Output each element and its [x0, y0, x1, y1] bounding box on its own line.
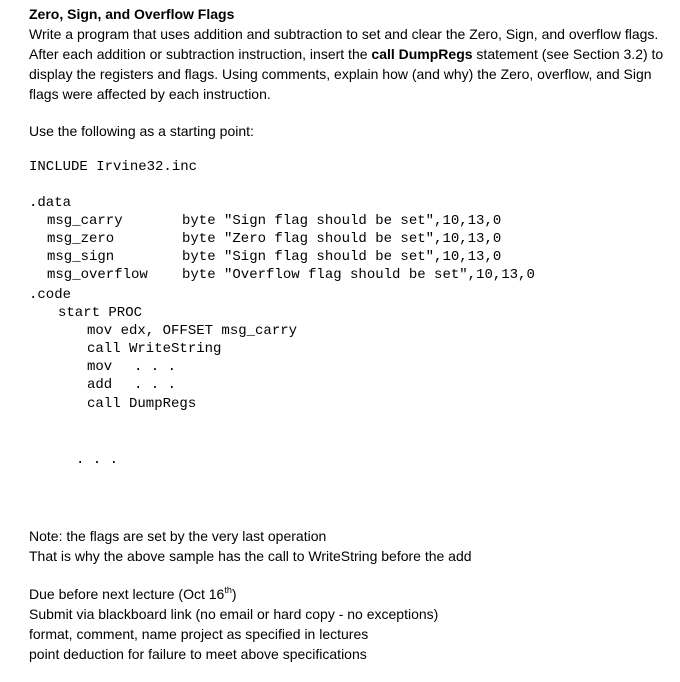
code-data-decl-msg-overflow: byte "Overflow flag should be set",10,13,0 [182, 267, 535, 283]
code-add-ellipsis: . . . [134, 377, 177, 393]
code-data-decl-msg-carry: byte "Sign flag should be set",10,13,0 [182, 213, 502, 229]
code-data-name-msg-carry: msg_carry [47, 213, 123, 229]
code-data-decl-msg-zero: byte "Zero flag should be set",10,13,0 [182, 231, 502, 247]
code-data-name-msg-sign: msg_sign [47, 249, 115, 265]
note-line-1: Note: the flags are set by the very last operation [29, 528, 327, 544]
code-data-name-msg-zero: msg_zero [47, 231, 115, 247]
code-data-decl-msg-sign: byte "Sign flag should be set",10,13,0 [182, 249, 502, 265]
code-add-line: add [87, 377, 113, 393]
description-bold-call-dumpregs: call DumpRegs [371, 46, 473, 62]
note-line-2: That is why the above sample has the call to WriteString before the add [29, 548, 472, 564]
code-proc-line: start PROC [58, 305, 143, 321]
description-text-1: Write a program that uses addition and subtraction to set and clear the Zero, Sign, and overflow flags. After each addition or subtraction instruction, insert the [29, 26, 659, 62]
code-code-directive: .code [29, 287, 72, 303]
code-trailing-ellipsis: . . . [76, 452, 119, 468]
due-date-superscript: th [224, 585, 232, 595]
assignment-description [29, 24, 669, 104]
due-date-suffix: ) [231, 586, 237, 602]
code-mov-edx-line: mov edx, OFFSET msg_carry [87, 323, 298, 339]
submission-instructions: Submit via blackboard link (no email or hard copy - no exceptions) [29, 606, 439, 622]
description-text-2: statement (see Section 3.2) to display the registers and flags. Using comments, explain how (and why) the Zero, overflow, and Sign flags were affected by each instruction. [29, 46, 664, 102]
code-mov-ellipsis: . . . [134, 359, 177, 375]
code-data-directive: .data [29, 195, 72, 211]
format-instructions: format, comment, name project as specified in lectures [29, 626, 369, 642]
code-call-dumpregs-line: call DumpRegs [87, 396, 197, 412]
due-date-line [29, 584, 237, 604]
starting-point-label: Use the following as a starting point: [29, 123, 254, 139]
assignment-title: Zero, Sign, and Overflow Flags [29, 6, 235, 22]
code-data-name-msg-overflow: msg_overflow [47, 267, 148, 283]
code-include-line: INCLUDE Irvine32.inc [29, 159, 198, 175]
code-mov-line: mov [87, 359, 113, 375]
due-date-prefix: Due before next lecture (Oct 16 [29, 586, 225, 602]
deduction-warning: point deduction for failure to meet above specifications [29, 646, 367, 662]
code-call-writestring-line: call WriteString [87, 341, 222, 357]
